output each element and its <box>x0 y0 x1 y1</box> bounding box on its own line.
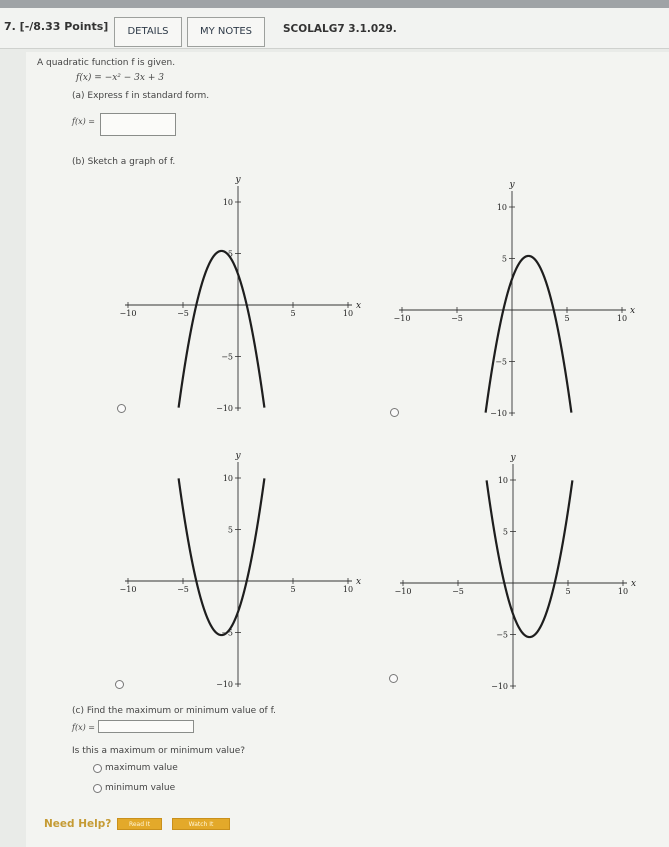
y-tick-label: 10 <box>497 476 508 485</box>
x-tick-label: −5 <box>452 587 464 596</box>
y-axis-name: y <box>510 453 516 463</box>
part-b-text: (b) Sketch a graph of f. <box>72 157 176 167</box>
function-definition: f(x) = −x² − 3x + 3 <box>76 73 164 83</box>
graph-option-1 <box>118 172 366 422</box>
x-tick-label: 10 <box>342 585 354 594</box>
x-tick-label: −5 <box>177 585 189 594</box>
y-tick-label: 5 <box>501 254 507 264</box>
x-axis-name: x <box>631 579 637 589</box>
maximum-label: maximum value <box>105 763 178 773</box>
maximum-radio[interactable] <box>93 764 102 773</box>
graph-option-2 <box>392 177 640 427</box>
x-tick-label: 10 <box>617 587 629 596</box>
y-tick-label: 10 <box>496 203 507 212</box>
x-axis-name: x <box>356 577 362 587</box>
fx-label-c: f(x) = <box>72 723 95 732</box>
y-tick-label: −5 <box>495 357 507 367</box>
y-tick-label: −10 <box>216 680 233 689</box>
part-a-text: (a) Express f in standard form. <box>72 91 210 101</box>
fx-label-a: f(x) = <box>72 117 95 126</box>
read-it-button[interactable]: Read It <box>117 818 162 830</box>
y-tick-label: −5 <box>221 628 233 638</box>
y-tick-label: 5 <box>227 249 233 259</box>
y-tick-label: 10 <box>222 198 233 207</box>
y-axis-name: y <box>235 175 241 185</box>
x-tick-label: −10 <box>393 314 411 323</box>
watch-it-button[interactable]: Watch It <box>172 818 230 830</box>
y-tick-label: −10 <box>490 409 507 418</box>
details-button[interactable]: DETAILS <box>114 17 182 47</box>
extreme-value-input[interactable] <box>98 720 194 733</box>
parabola-curve <box>486 256 572 413</box>
x-tick-label: 5 <box>565 587 571 596</box>
need-help-label: Need Help? <box>44 818 112 830</box>
y-tick-label: 5 <box>502 527 508 537</box>
y-tick-label: 10 <box>222 474 233 483</box>
y-tick-label: 5 <box>227 525 233 535</box>
y-tick-label: −5 <box>221 352 233 362</box>
y-axis-name: y <box>509 180 515 190</box>
part-c-text: (c) Find the maximum or minimum value of f. <box>72 706 276 716</box>
x-tick-label: −10 <box>394 587 412 596</box>
x-tick-label: 10 <box>616 314 628 323</box>
y-tick-label: −10 <box>491 682 508 691</box>
x-axis-name: x <box>356 301 362 311</box>
x-tick-label: −10 <box>119 309 137 318</box>
max-min-question: Is this a maximum or minimum value? <box>72 746 246 756</box>
y-tick-label: −10 <box>216 404 233 413</box>
x-tick-label: 10 <box>342 309 354 318</box>
x-tick-label: −5 <box>451 314 463 323</box>
x-axis-name: x <box>630 306 636 316</box>
my-notes-button[interactable]: MY NOTES <box>187 17 265 47</box>
graph-svg[interactable] <box>393 450 641 700</box>
parabola-curve <box>179 251 265 408</box>
intro-text: A quadratic function f is given. <box>37 58 176 68</box>
parabola-curve <box>179 478 265 635</box>
y-axis-name: y <box>235 451 241 461</box>
top-bar <box>0 0 669 8</box>
x-tick-label: 5 <box>290 309 296 318</box>
problem-code: SCOLALG7 3.1.029. <box>283 23 397 35</box>
graph-option-4 <box>393 450 641 700</box>
question-number: 7. [-/8.33 Points] <box>4 20 109 33</box>
standard-form-input[interactable] <box>100 113 176 136</box>
graph-svg[interactable] <box>118 448 366 698</box>
parabola-curve <box>487 480 573 637</box>
graph-svg[interactable] <box>118 172 366 422</box>
minimum-radio[interactable] <box>93 784 102 793</box>
x-tick-label: 5 <box>290 585 296 594</box>
y-tick-label: −5 <box>496 630 508 640</box>
graph-svg[interactable] <box>392 177 640 427</box>
graph-option-3 <box>118 448 366 698</box>
x-tick-label: 5 <box>564 314 570 323</box>
minimum-label: minimum value <box>105 783 176 793</box>
x-tick-label: −10 <box>119 585 137 594</box>
x-tick-label: −5 <box>177 309 189 318</box>
